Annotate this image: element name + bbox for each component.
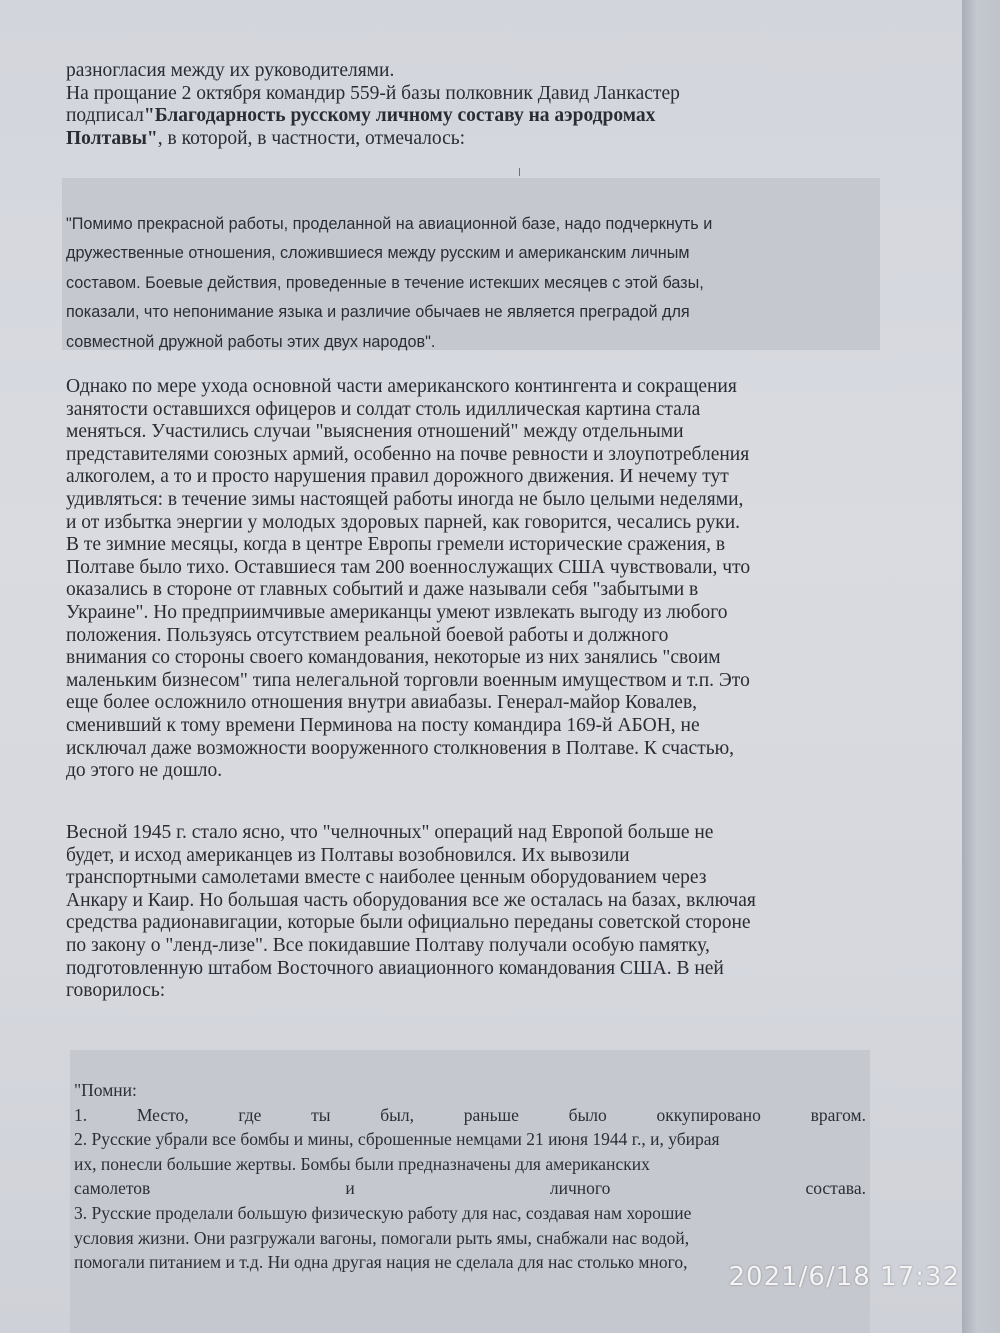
memo-word: 1. [74,1104,88,1125]
paragraph-line: Весной 1945 г. стало ясно, что "челночных" операций над Европой больше не [66,822,714,843]
paragraph-line: оказались в стороне от главных событий и даже называли себя "забытыми в [66,579,699,601]
memo-word: врагом. [810,1104,866,1125]
memo-item-2-line: 2. Русские убрали все бомбы и мины, сброшенные немцами 21 июня 1944 г., и, убирая [74,1129,720,1150]
quote-line: показали, что непонимание языка и различие обычаев не является преградой для [66,303,690,322]
intro-text: подписал [66,105,144,127]
memo-item-3-line: условия жизни. Они разгружали вагоны, помогали рыть ямы, снабжали нас водой, [74,1227,690,1248]
memo-word: где [238,1104,262,1125]
quote-line: совместной дружной работы этих двух народов". [66,332,436,351]
paragraph-line: транспортными самолетами вместе с наиболее ценным оборудованием через [66,867,707,889]
paragraph-line: Украине". Но предприимчивые американцы умеют извлекать выгоду из любого [66,601,728,623]
paragraph-line: и от избытка энергии у молодых здоровых парней, как говорится, чесались руки. [66,511,741,533]
paragraph-line: положения. Пользуясь отсутствием реальной боевой работы и должного [66,624,669,646]
paragraph-line: удивляться: в течение зимы настоящей работы иногда не было целыми неделями, [66,488,744,510]
intro-line [66,128,876,151]
memo-word: раньше [463,1104,519,1125]
paragraph-line: меняться. Участились случаи "выяснения отношений" между отдельными [66,421,684,443]
memo-word: самолетов [74,1178,151,1199]
memo-item-3-line: 3. Русские проделали большую физическую работу для нас, создавая нам хорошие [74,1202,692,1223]
memo-word: оккупировано [656,1104,761,1125]
memo-word: был, [380,1104,415,1125]
intro-line: разногласия между их руководителями. [66,60,395,81]
memo-item-1 [74,1103,866,1128]
memo-word: Место, [136,1104,189,1125]
paragraph-line: алкоголем, а то и просто нарушения правил дорожного движения. И нечему тут [66,466,729,488]
paragraph-line: Полтаве было тихо. Оставшиеся там 200 военнослужащих США чувствовали, что [66,556,751,578]
memo-word: было [568,1104,607,1125]
quote-text [66,210,876,357]
paragraph-line: до этого не дошло. [66,760,223,782]
paragraph-line: внимания со стороны своего командования, некоторые из них занялись "своим [66,647,721,669]
quote-line: составом. Боевые действия, проведенные в течение истекших месяцев с этой базы, [66,273,704,292]
paragraph-line: подготовленную штабом Восточного авиационного командования США. В ней [66,957,724,979]
paragraph-line: Анкару и Каир. Но большая часть оборудования все же осталась на базах, включая [66,889,756,911]
intro-text: , в которой, в частности, отмечалось: [157,127,466,149]
paragraph-line: еще более осложнило отношения внутри авиабазы. Генерал-майор Ковалев, [66,692,698,714]
memo-word: личного [549,1178,611,1199]
paragraph-line: будет, и исход американцев из Полтавы возобновился. Их вывозили [66,844,630,866]
paragraph-line: средства радионавигации, которые были официально переданы советской стороне [66,912,751,934]
intro-paragraph [66,60,876,150]
memo-text [74,1078,866,1275]
intro-line [66,105,876,128]
paragraph-line: представителями союзных армий, особенно на почве ревности и злоупотребления [66,443,750,465]
intro-line: На прощание 2 октября командир 559-й базы полковник Давид Ланкастер [66,82,680,104]
body-paragraph-3 [66,822,876,1003]
quote-line: дружественные отношения, сложившиеся между русским и американским личным [66,244,690,263]
document-title-bold: "Благодарность русскому личному составу на аэродромах [143,105,656,127]
photo-timestamp: 2021/6/18 17:32 [728,1262,960,1292]
memo-heading: "Помни: [74,1080,137,1100]
background-surface [962,0,1000,1333]
quote-line: "Помимо прекрасной работы, проделанной на авиационной базе, надо подчеркнуть и [66,215,713,233]
memo-word: и [345,1178,355,1199]
document-title-bold: Полтавы" [66,127,158,149]
memo-word: состава. [805,1178,866,1199]
quote-block-gratitude [62,178,880,350]
memo-word: ты [311,1104,331,1125]
paragraph-line: сменивший к тому времени Перминова на посту командира 169-й АБОН, не [66,714,700,736]
memo-item-2-line [74,1176,866,1201]
paragraph-line: говорилось: [66,980,166,1002]
paragraph-line: по закону о "ленд-лизе". Все покидавшие Полтаву получали особую памятку, [66,934,710,956]
body-paragraph-2 [66,376,876,783]
divider-mark [519,168,520,176]
paragraph-line: исключал даже возможности вооруженного столкновения в Полтаве. К счастью, [66,737,735,759]
paragraph-line: маленьким бизнесом" типа нелегальной торговли военным имуществом и т.п. Это [66,669,750,691]
paragraph-line: Однако по мере ухода основной части американского контингента и сокращения [66,376,737,397]
paragraph-line: В те зимние месяцы, когда в центре Европы гремели исторические сражения, в [66,534,726,556]
memo-item-2-line: их, понесли большие жертвы. Бомбы были предназначены для американских [74,1153,650,1174]
memo-item-3-line: помогали питанием и т.д. Ни одна другая нация не сделала для нас столько много, [74,1252,688,1273]
paragraph-line: занятости оставшихся офицеров и солдат столь идиллическая картина стала [66,398,701,420]
